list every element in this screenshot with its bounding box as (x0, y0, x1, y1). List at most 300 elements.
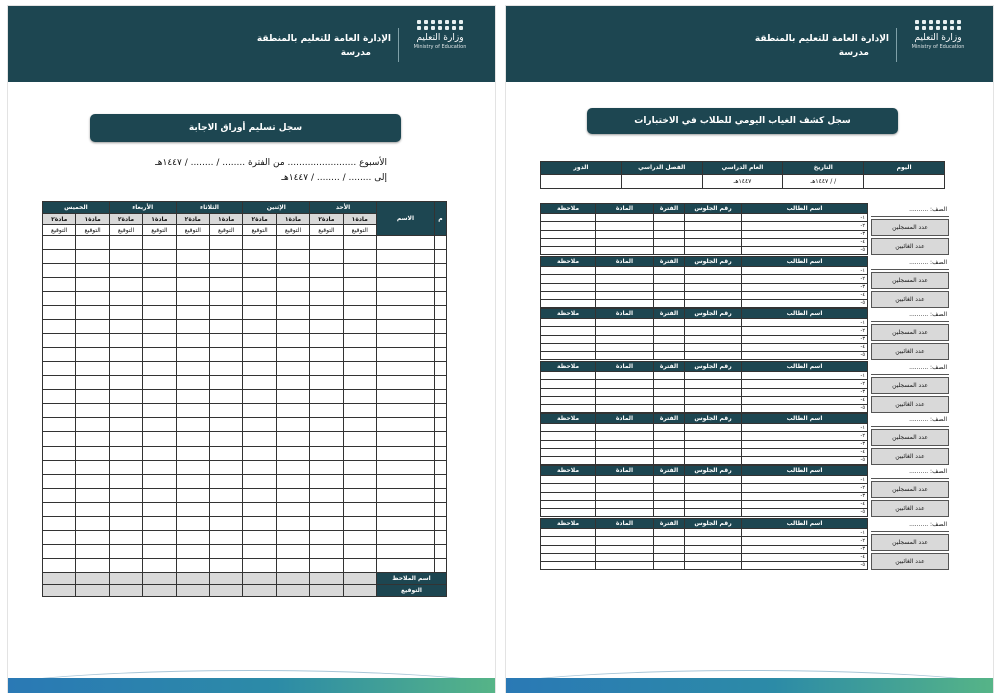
table-cell[interactable] (376, 502, 434, 516)
table-cell[interactable] (43, 544, 76, 558)
absence-cell[interactable] (685, 299, 742, 307)
absence-cell[interactable] (685, 476, 742, 484)
absence-cell[interactable] (654, 561, 685, 569)
table-cell[interactable] (109, 530, 142, 544)
table-cell[interactable] (143, 334, 176, 348)
table-cell[interactable] (343, 348, 376, 362)
table-cell[interactable] (343, 460, 376, 474)
absence-cell[interactable] (654, 388, 685, 396)
table-cell[interactable] (43, 516, 76, 530)
table-cell[interactable] (176, 334, 209, 348)
table-cell[interactable] (176, 502, 209, 516)
footer-cell[interactable] (276, 584, 309, 596)
table-cell[interactable] (43, 306, 76, 320)
table-cell[interactable] (109, 474, 142, 488)
absence-cell[interactable] (596, 335, 654, 343)
absence-cell[interactable] (541, 291, 596, 299)
table-cell[interactable] (276, 474, 309, 488)
table-cell[interactable] (434, 278, 446, 292)
table-cell[interactable] (434, 418, 446, 432)
table-cell[interactable] (434, 362, 446, 376)
table-cell[interactable] (109, 544, 142, 558)
table-cell[interactable] (176, 488, 209, 502)
table-cell[interactable] (176, 348, 209, 362)
absence-cell[interactable] (596, 267, 654, 275)
table-cell[interactable] (376, 376, 434, 390)
table-cell[interactable] (434, 236, 446, 250)
student-name-cell[interactable]: ١- (742, 476, 868, 484)
table-cell[interactable] (343, 320, 376, 334)
table-cell[interactable] (109, 446, 142, 460)
table-cell[interactable] (43, 474, 76, 488)
absence-cell[interactable] (685, 238, 742, 246)
table-cell[interactable] (343, 488, 376, 502)
table-cell[interactable] (376, 558, 434, 572)
absence-cell[interactable] (596, 537, 654, 545)
absence-cell[interactable] (596, 432, 654, 440)
table-cell[interactable] (143, 404, 176, 418)
absence-cell[interactable] (541, 230, 596, 238)
table-cell[interactable] (76, 306, 109, 320)
table-cell[interactable] (143, 278, 176, 292)
student-name-cell[interactable]: ٥- (742, 299, 868, 307)
table-cell[interactable] (176, 376, 209, 390)
table-cell[interactable] (243, 418, 276, 432)
absence-cell[interactable] (654, 476, 685, 484)
footer-cell[interactable] (209, 584, 242, 596)
table-cell[interactable] (310, 292, 343, 306)
table-cell[interactable] (343, 530, 376, 544)
table-cell[interactable] (143, 544, 176, 558)
absence-cell[interactable] (654, 404, 685, 412)
table-cell[interactable] (109, 306, 142, 320)
table-cell[interactable] (143, 348, 176, 362)
table-cell[interactable] (76, 250, 109, 264)
class-label[interactable]: الصف: .......... (871, 413, 949, 427)
absence-cell[interactable] (654, 291, 685, 299)
table-cell[interactable] (376, 432, 434, 446)
absence-cell[interactable] (685, 380, 742, 388)
table-cell[interactable] (76, 278, 109, 292)
class-label[interactable]: الصف: .......... (871, 361, 949, 375)
table-cell[interactable] (43, 558, 76, 572)
table-cell[interactable] (243, 558, 276, 572)
table-cell[interactable] (343, 558, 376, 572)
table-cell[interactable] (76, 446, 109, 460)
student-name-cell[interactable]: ٢- (742, 275, 868, 283)
table-cell[interactable] (276, 264, 309, 278)
footer-cell[interactable] (176, 584, 209, 596)
absence-cell[interactable] (685, 343, 742, 351)
table-cell[interactable] (243, 264, 276, 278)
class-label[interactable]: الصف: .......... (871, 518, 949, 532)
table-cell[interactable] (209, 544, 242, 558)
absence-cell[interactable] (541, 404, 596, 412)
absence-cell[interactable] (596, 275, 654, 283)
table-cell[interactable] (376, 250, 434, 264)
absence-cell[interactable] (541, 275, 596, 283)
absence-cell[interactable] (685, 404, 742, 412)
footer-cell[interactable] (143, 572, 176, 584)
absence-cell[interactable] (596, 545, 654, 553)
table-cell[interactable] (276, 404, 309, 418)
table-cell[interactable] (343, 418, 376, 432)
table-cell[interactable] (76, 460, 109, 474)
table-cell[interactable] (434, 558, 446, 572)
absence-cell[interactable] (654, 343, 685, 351)
table-cell[interactable] (143, 306, 176, 320)
table-cell[interactable] (109, 362, 142, 376)
table-cell[interactable] (276, 278, 309, 292)
table-cell[interactable] (276, 558, 309, 572)
table-cell[interactable] (43, 530, 76, 544)
absence-cell[interactable] (541, 492, 596, 500)
absence-cell[interactable] (654, 246, 685, 254)
absence-cell[interactable] (654, 500, 685, 508)
table-cell[interactable] (109, 516, 142, 530)
absence-cell[interactable] (541, 299, 596, 307)
table-cell[interactable] (310, 334, 343, 348)
absence-cell[interactable] (541, 500, 596, 508)
table-cell[interactable] (209, 502, 242, 516)
absence-cell[interactable] (654, 238, 685, 246)
table-cell[interactable] (434, 474, 446, 488)
table-cell[interactable] (376, 418, 434, 432)
absence-cell[interactable] (685, 267, 742, 275)
footer-cell[interactable] (76, 572, 109, 584)
table-cell[interactable] (176, 530, 209, 544)
table-cell[interactable] (76, 558, 109, 572)
table-cell[interactable] (310, 264, 343, 278)
table-cell[interactable] (434, 306, 446, 320)
table-cell[interactable] (376, 516, 434, 530)
absence-cell[interactable] (685, 222, 742, 230)
absence-cell[interactable] (541, 432, 596, 440)
table-cell[interactable] (176, 278, 209, 292)
table-cell[interactable] (209, 488, 242, 502)
table-cell[interactable] (109, 460, 142, 474)
table-cell[interactable] (209, 530, 242, 544)
absence-cell[interactable] (685, 388, 742, 396)
table-cell[interactable] (376, 236, 434, 250)
absence-cell[interactable] (596, 230, 654, 238)
table-cell[interactable] (209, 404, 242, 418)
table-cell[interactable] (109, 348, 142, 362)
table-cell[interactable] (109, 334, 142, 348)
table-cell[interactable] (109, 404, 142, 418)
table-cell[interactable] (343, 502, 376, 516)
table-cell[interactable] (76, 390, 109, 404)
student-name-cell[interactable]: ٤- (742, 396, 868, 404)
student-name-cell[interactable]: ١- (742, 529, 868, 537)
table-cell[interactable] (376, 362, 434, 376)
table-cell[interactable] (310, 446, 343, 460)
table-cell[interactable] (43, 348, 76, 362)
absence-cell[interactable] (654, 545, 685, 553)
footer-cell[interactable] (76, 584, 109, 596)
absence-cell[interactable] (596, 372, 654, 380)
absence-cell[interactable] (654, 335, 685, 343)
student-name-cell[interactable]: ٣- (742, 283, 868, 291)
class-label[interactable]: الصف: .......... (871, 256, 949, 270)
footer-cell[interactable] (276, 572, 309, 584)
table-cell[interactable] (43, 390, 76, 404)
table-cell[interactable] (243, 474, 276, 488)
student-name-cell[interactable]: ٥- (742, 561, 868, 569)
table-cell[interactable] (434, 404, 446, 418)
absence-cell[interactable] (685, 291, 742, 299)
absence-cell[interactable] (654, 396, 685, 404)
student-name-cell[interactable]: ٤- (742, 500, 868, 508)
table-cell[interactable] (376, 348, 434, 362)
table-cell[interactable] (43, 488, 76, 502)
table-cell[interactable] (343, 292, 376, 306)
absence-cell[interactable] (541, 484, 596, 492)
info-value[interactable]: / / ١٤٤٧هـ (783, 174, 864, 188)
student-name-cell[interactable]: ٢- (742, 380, 868, 388)
student-name-cell[interactable]: ٥- (742, 508, 868, 516)
absence-cell[interactable] (654, 327, 685, 335)
table-cell[interactable] (143, 264, 176, 278)
student-name-cell[interactable]: ٤- (742, 238, 868, 246)
table-cell[interactable] (343, 516, 376, 530)
table-cell[interactable] (209, 348, 242, 362)
absence-cell[interactable] (541, 351, 596, 359)
table-cell[interactable] (109, 320, 142, 334)
table-cell[interactable] (434, 320, 446, 334)
table-cell[interactable] (109, 236, 142, 250)
table-cell[interactable] (209, 516, 242, 530)
table-cell[interactable] (310, 362, 343, 376)
absence-cell[interactable] (685, 440, 742, 448)
absence-cell[interactable] (654, 492, 685, 500)
table-cell[interactable] (310, 376, 343, 390)
table-cell[interactable] (76, 292, 109, 306)
table-cell[interactable] (176, 474, 209, 488)
table-cell[interactable] (343, 334, 376, 348)
table-cell[interactable] (76, 348, 109, 362)
absence-cell[interactable] (541, 476, 596, 484)
table-cell[interactable] (276, 502, 309, 516)
footer-cell[interactable] (209, 572, 242, 584)
table-cell[interactable] (76, 474, 109, 488)
student-name-cell[interactable]: ٣- (742, 440, 868, 448)
footer-cell[interactable] (109, 572, 142, 584)
student-name-cell[interactable]: ٥- (742, 351, 868, 359)
absence-cell[interactable] (654, 267, 685, 275)
table-cell[interactable] (376, 460, 434, 474)
table-cell[interactable] (176, 292, 209, 306)
student-name-cell[interactable]: ٢- (742, 537, 868, 545)
absence-cell[interactable] (685, 351, 742, 359)
table-cell[interactable] (76, 488, 109, 502)
table-cell[interactable] (76, 264, 109, 278)
student-name-cell[interactable]: ١- (742, 319, 868, 327)
table-cell[interactable] (434, 432, 446, 446)
absence-cell[interactable] (654, 372, 685, 380)
student-name-cell[interactable]: ١- (742, 372, 868, 380)
absence-cell[interactable] (654, 432, 685, 440)
student-name-cell[interactable]: ٣- (742, 335, 868, 343)
table-cell[interactable] (376, 334, 434, 348)
absence-cell[interactable] (541, 327, 596, 335)
table-cell[interactable] (176, 404, 209, 418)
table-cell[interactable] (376, 488, 434, 502)
footer-cell[interactable] (243, 584, 276, 596)
table-cell[interactable] (276, 250, 309, 264)
table-cell[interactable] (209, 474, 242, 488)
table-cell[interactable] (376, 544, 434, 558)
table-cell[interactable] (109, 488, 142, 502)
table-cell[interactable] (209, 558, 242, 572)
info-value[interactable] (541, 174, 622, 188)
table-cell[interactable] (310, 348, 343, 362)
table-cell[interactable] (276, 306, 309, 320)
table-cell[interactable] (209, 446, 242, 460)
student-name-cell[interactable]: ٢- (742, 222, 868, 230)
absence-cell[interactable] (541, 283, 596, 291)
table-cell[interactable] (276, 544, 309, 558)
absence-cell[interactable] (596, 396, 654, 404)
absence-cell[interactable] (541, 424, 596, 432)
table-cell[interactable] (310, 516, 343, 530)
table-cell[interactable] (76, 362, 109, 376)
student-name-cell[interactable]: ٢- (742, 432, 868, 440)
absence-cell[interactable] (654, 380, 685, 388)
table-cell[interactable] (243, 236, 276, 250)
table-cell[interactable] (143, 432, 176, 446)
student-name-cell[interactable]: ٤- (742, 343, 868, 351)
table-cell[interactable] (243, 376, 276, 390)
table-cell[interactable] (276, 362, 309, 376)
absence-cell[interactable] (685, 508, 742, 516)
table-cell[interactable] (209, 390, 242, 404)
table-cell[interactable] (310, 544, 343, 558)
table-cell[interactable] (310, 306, 343, 320)
table-cell[interactable] (43, 446, 76, 460)
absence-cell[interactable] (596, 500, 654, 508)
absence-cell[interactable] (685, 372, 742, 380)
absence-cell[interactable] (654, 230, 685, 238)
absence-cell[interactable] (596, 476, 654, 484)
absence-cell[interactable] (541, 343, 596, 351)
table-cell[interactable] (176, 320, 209, 334)
student-name-cell[interactable]: ٣- (742, 545, 868, 553)
absence-cell[interactable] (685, 529, 742, 537)
footer-cell[interactable] (43, 572, 76, 584)
table-cell[interactable] (310, 502, 343, 516)
absence-cell[interactable] (541, 238, 596, 246)
table-cell[interactable] (434, 530, 446, 544)
table-cell[interactable] (376, 530, 434, 544)
absence-cell[interactable] (596, 424, 654, 432)
footer-cell[interactable] (176, 572, 209, 584)
absence-cell[interactable] (596, 283, 654, 291)
table-cell[interactable] (209, 334, 242, 348)
footer-cell[interactable] (143, 584, 176, 596)
student-name-cell[interactable]: ٤- (742, 448, 868, 456)
table-cell[interactable] (310, 320, 343, 334)
table-cell[interactable] (43, 502, 76, 516)
absence-cell[interactable] (596, 448, 654, 456)
footer-cell[interactable] (243, 572, 276, 584)
table-cell[interactable] (143, 390, 176, 404)
table-cell[interactable] (243, 348, 276, 362)
absence-cell[interactable] (596, 291, 654, 299)
table-cell[interactable] (209, 376, 242, 390)
table-cell[interactable] (109, 432, 142, 446)
table-cell[interactable] (276, 390, 309, 404)
absence-cell[interactable] (654, 351, 685, 359)
table-cell[interactable] (143, 320, 176, 334)
table-cell[interactable] (143, 460, 176, 474)
table-cell[interactable] (176, 432, 209, 446)
absence-cell[interactable] (541, 246, 596, 254)
table-cell[interactable] (434, 488, 446, 502)
table-cell[interactable] (209, 432, 242, 446)
table-cell[interactable] (143, 502, 176, 516)
absence-cell[interactable] (541, 456, 596, 464)
table-cell[interactable] (143, 474, 176, 488)
table-cell[interactable] (310, 432, 343, 446)
table-cell[interactable] (243, 278, 276, 292)
table-cell[interactable] (176, 544, 209, 558)
table-cell[interactable] (434, 292, 446, 306)
footer-cell[interactable] (310, 584, 343, 596)
table-cell[interactable] (176, 516, 209, 530)
absence-cell[interactable] (654, 484, 685, 492)
table-cell[interactable] (109, 376, 142, 390)
absence-cell[interactable] (685, 537, 742, 545)
table-cell[interactable] (143, 236, 176, 250)
absence-cell[interactable] (685, 484, 742, 492)
table-cell[interactable] (376, 306, 434, 320)
absence-cell[interactable] (541, 380, 596, 388)
table-cell[interactable] (434, 446, 446, 460)
student-name-cell[interactable]: ١- (742, 214, 868, 222)
table-cell[interactable] (434, 460, 446, 474)
table-cell[interactable] (76, 418, 109, 432)
absence-cell[interactable] (685, 396, 742, 404)
absence-cell[interactable] (596, 529, 654, 537)
table-cell[interactable] (43, 418, 76, 432)
info-value[interactable] (864, 174, 945, 188)
table-cell[interactable] (343, 544, 376, 558)
absence-cell[interactable] (654, 214, 685, 222)
absence-cell[interactable] (685, 545, 742, 553)
table-cell[interactable] (109, 558, 142, 572)
absence-cell[interactable] (596, 456, 654, 464)
table-cell[interactable] (434, 264, 446, 278)
student-name-cell[interactable]: ٣- (742, 492, 868, 500)
absence-cell[interactable] (685, 561, 742, 569)
table-cell[interactable] (376, 390, 434, 404)
absence-cell[interactable] (654, 222, 685, 230)
table-cell[interactable] (376, 264, 434, 278)
table-cell[interactable] (43, 404, 76, 418)
student-name-cell[interactable]: ٣- (742, 388, 868, 396)
student-name-cell[interactable]: ٥- (742, 404, 868, 412)
table-cell[interactable] (343, 362, 376, 376)
absence-cell[interactable] (596, 299, 654, 307)
table-cell[interactable] (276, 418, 309, 432)
table-cell[interactable] (376, 446, 434, 460)
absence-cell[interactable] (596, 238, 654, 246)
student-name-cell[interactable]: ٥- (742, 246, 868, 254)
table-cell[interactable] (143, 250, 176, 264)
table-cell[interactable] (434, 390, 446, 404)
absence-cell[interactable] (596, 492, 654, 500)
